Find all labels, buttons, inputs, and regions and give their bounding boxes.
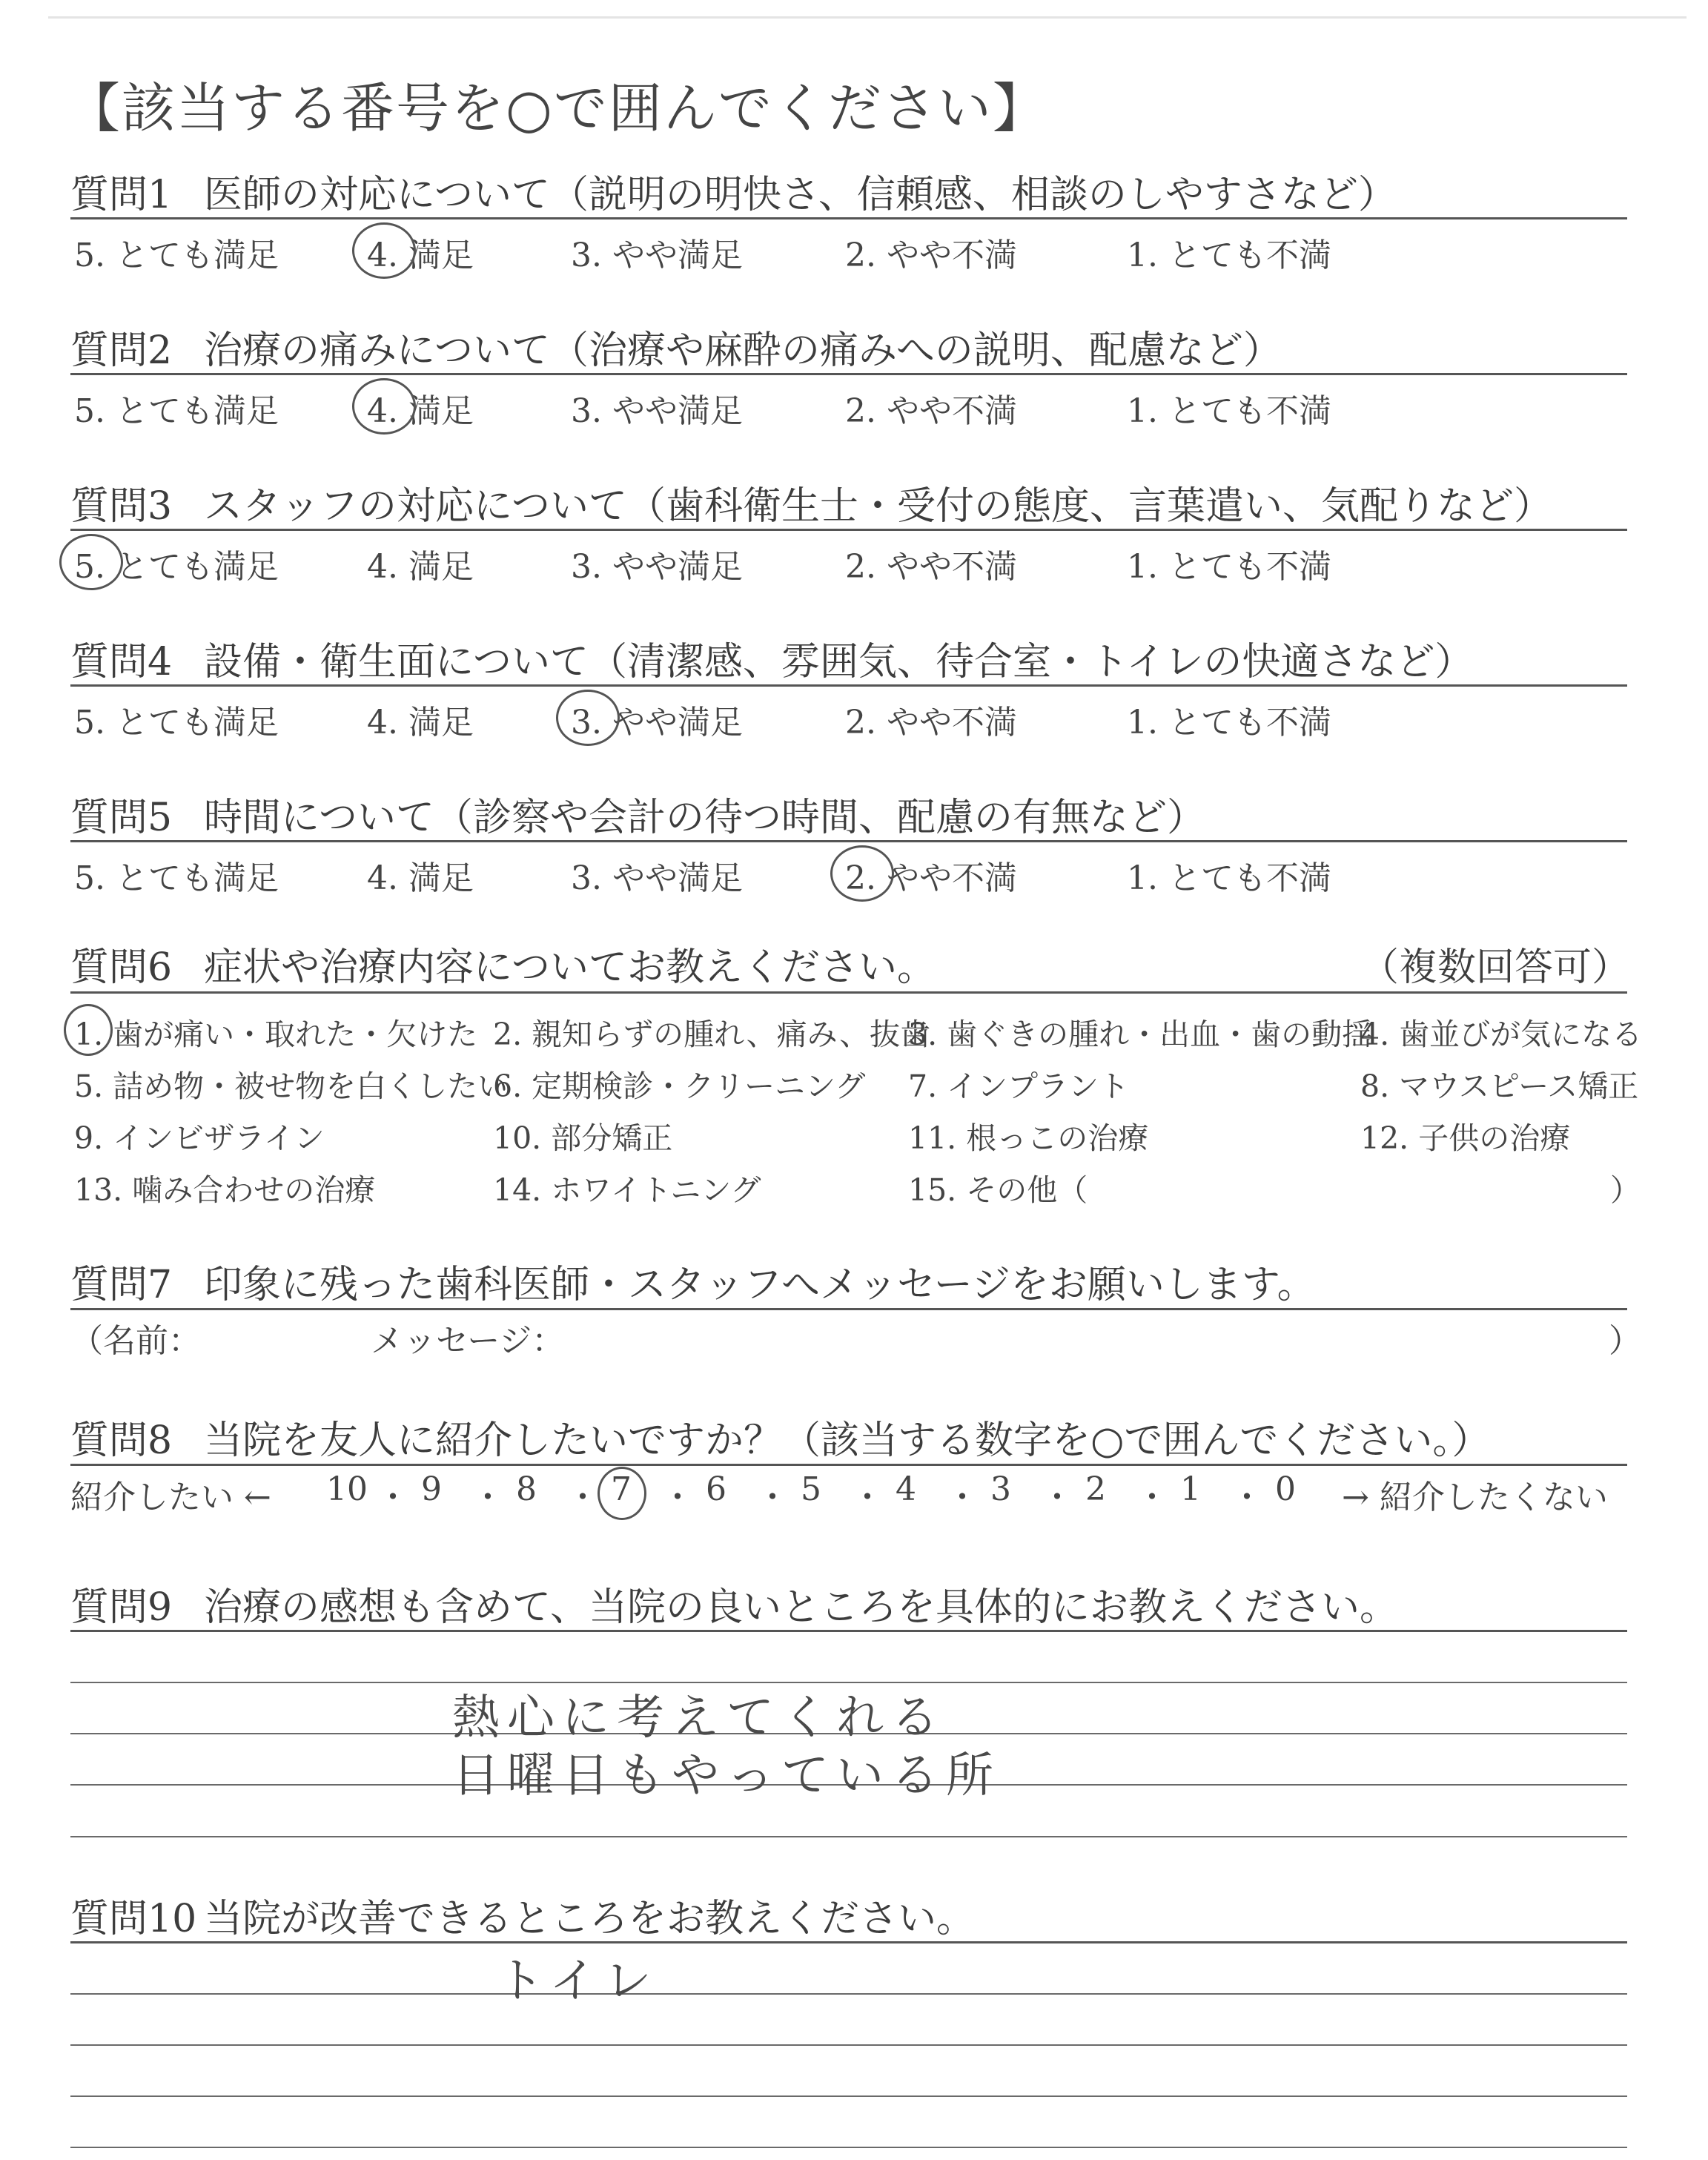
recommend-score-1[interactable]: 1	[1180, 1470, 1201, 1508]
recommend-right-label: → 紹介したくない	[1342, 1479, 1608, 1516]
question-3-option-1[interactable]: 1. とても不満	[1127, 548, 1331, 586]
handwritten-answer-9-line-2: 日曜日もやっている所	[452, 1748, 1001, 1803]
answer-line	[70, 2147, 1627, 2148]
question-2-title: 質問2 治療の痛みについて（治療や麻酔の痛みへの説明、配慮など）	[70, 328, 1282, 373]
other-close-paren: ）	[1610, 1172, 1641, 1208]
recommend-score-2[interactable]: 2	[1085, 1470, 1106, 1508]
symptom-option-3[interactable]: 3. 歯ぐきの腫れ・出血・歯の動揺	[908, 1017, 1373, 1052]
question-3-option-3[interactable]: 3. やや満足	[571, 548, 743, 586]
scale-separator: ・	[946, 1479, 979, 1516]
question-2-option-3[interactable]: 3. やや満足	[571, 392, 743, 430]
symptom-option-9[interactable]: 9. インビザライン	[74, 1120, 325, 1156]
question-4-option-1[interactable]: 1. とても不満	[1127, 704, 1331, 742]
question-3-option-2[interactable]: 2. やや不満	[845, 548, 1017, 586]
question-6-rule	[70, 991, 1627, 994]
recommend-score-5[interactable]: 5	[801, 1470, 821, 1508]
recommend-left-label: 紹介したい ←	[70, 1479, 271, 1516]
question-5-title: 質問5 時間について（診察や会計の待つ時間、配慮の有無など）	[70, 796, 1205, 840]
handwritten-answer-9-line-1: 熱心に考えてくれる	[452, 1691, 946, 1745]
question-8-title: 質問8 当院を友人に紹介したいですか？（該当する数字を○で囲んでください。）	[70, 1418, 1491, 1463]
question-3-option-5[interactable]: 5. とても満足	[74, 548, 279, 586]
question-5-option-1[interactable]: 1. とても不満	[1127, 859, 1331, 897]
selection-circle	[352, 222, 416, 279]
symptom-option-15[interactable]: 15. その他（	[908, 1172, 1088, 1208]
question-3-title: 質問3 スタッフの対応について（歯科衛生士・受付の態度、言葉遣い、気配りなど）	[70, 484, 1552, 529]
scale-separator: ・	[851, 1479, 884, 1516]
message-close-paren: ）	[1609, 1322, 1641, 1360]
question-2-option-5[interactable]: 5. とても満足	[74, 392, 279, 430]
recommend-score-4[interactable]: 4	[896, 1470, 916, 1508]
question-5-option-2[interactable]: 2. やや不満	[845, 859, 1017, 897]
top-border	[48, 16, 1687, 19]
question-1-option-5[interactable]: 5. とても満足	[74, 237, 279, 274]
question-1-option-4[interactable]: 4. 満足	[367, 237, 474, 274]
question-2-option-1[interactable]: 1. とても不満	[1127, 392, 1331, 430]
recommend-score-8[interactable]: 8	[516, 1470, 537, 1508]
symptom-option-13[interactable]: 13. 噛み合わせの治療	[74, 1172, 376, 1208]
symptom-option-6[interactable]: 6. 定期検診・クリーニング	[493, 1069, 866, 1104]
name-label: （名前：	[70, 1322, 201, 1360]
scale-separator: ・	[661, 1479, 694, 1516]
question-10-title: 質問10 当院が改善できるところをお教えください。	[70, 1897, 976, 1941]
answer-line	[70, 2044, 1627, 2046]
question-2-option-4[interactable]: 4. 満足	[367, 392, 474, 430]
scale-separator: ・	[1231, 1479, 1263, 1516]
symptom-option-11[interactable]: 11. 根っこの治療	[908, 1120, 1149, 1156]
question-4-option-5[interactable]: 5. とても満足	[74, 704, 279, 742]
question-5-option-5[interactable]: 5. とても満足	[74, 859, 279, 897]
recommend-score-7[interactable]: 7	[611, 1470, 632, 1508]
question-1-option-1[interactable]: 1. とても不満	[1127, 237, 1331, 274]
answer-line	[70, 1836, 1627, 1837]
question-1-title: 質問1 医師の対応について（説明の明快さ、信頼感、相談のしやすさなど）	[70, 173, 1397, 217]
symptom-option-2[interactable]: 2. 親知らずの腫れ、痛み、抜歯	[493, 1017, 931, 1052]
question-2-option-2[interactable]: 2. やや不満	[845, 392, 1017, 430]
recommend-score-0[interactable]: 0	[1275, 1470, 1296, 1508]
scale-separator: ・	[471, 1479, 504, 1516]
question-7-title: 質問7 印象に残った歯科医師・スタッフへメッセージをお願いします。	[70, 1263, 1316, 1307]
recommend-score-6[interactable]: 6	[706, 1470, 726, 1508]
question-8-rule	[70, 1464, 1627, 1466]
question-6-title: 質問6 症状や治療内容についてお教えください。	[70, 945, 936, 990]
answer-line	[70, 2095, 1627, 2097]
question-3-option-4[interactable]: 4. 満足	[367, 548, 474, 586]
scale-separator: ・	[566, 1479, 599, 1516]
page-heading: 【該当する番号を○で囲んでください】	[67, 77, 1047, 139]
question-7-rule	[70, 1308, 1627, 1310]
question-5-option-4[interactable]: 4. 満足	[367, 859, 474, 897]
selection-circle	[59, 534, 123, 590]
recommend-score-9[interactable]: 9	[421, 1470, 442, 1508]
question-5-option-3[interactable]: 3. やや満足	[571, 859, 743, 897]
symptom-option-14[interactable]: 14. ホワイトニング	[493, 1172, 761, 1208]
question-3-rule	[70, 529, 1627, 531]
answer-line	[70, 1993, 1627, 1995]
question-9-title: 質問9 治療の感想も含めて、当院の良いところを具体的にお教えください。	[70, 1585, 1398, 1630]
symptom-option-4[interactable]: 4. 歯並びが気になる	[1360, 1017, 1643, 1052]
question-1-option-2[interactable]: 2. やや不満	[845, 237, 1017, 274]
message-label: メッセージ：	[371, 1322, 565, 1360]
symptom-option-7[interactable]: 7. インプラント	[908, 1069, 1130, 1104]
recommend-score-10[interactable]: 10	[326, 1470, 368, 1508]
scale-separator: ・	[377, 1479, 409, 1516]
question-9-rule	[70, 1630, 1627, 1632]
question-1-option-3[interactable]: 3. やや満足	[571, 237, 743, 274]
question-10-rule	[70, 1941, 1627, 1943]
selection-circle	[556, 690, 620, 746]
symptom-option-1[interactable]: 1. 歯が痛い・取れた・欠けた	[74, 1017, 478, 1052]
selection-circle	[598, 1467, 646, 1520]
handwritten-answer-10: トイレ	[497, 1954, 659, 2009]
question-2-rule	[70, 373, 1627, 375]
question-4-option-4[interactable]: 4. 満足	[367, 704, 474, 742]
selection-circle	[64, 1004, 113, 1056]
question-5-rule	[70, 840, 1627, 842]
scale-separator: ・	[1041, 1479, 1073, 1516]
symptom-option-10[interactable]: 10. 部分矯正	[493, 1120, 673, 1156]
scale-separator: ・	[756, 1479, 789, 1516]
recommend-score-3[interactable]: 3	[990, 1470, 1011, 1508]
question-4-rule	[70, 684, 1627, 687]
question-4-title: 質問4 設備・衛生面について（清潔感、雰囲気、待合室・トイレの快適さなど）	[70, 640, 1474, 684]
question-4-option-2[interactable]: 2. やや不満	[845, 704, 1017, 742]
question-4-option-3[interactable]: 3. やや満足	[571, 704, 743, 742]
scale-separator: ・	[1136, 1479, 1168, 1516]
symptom-option-5[interactable]: 5. 詰め物・被せ物を白くしたい	[74, 1069, 509, 1104]
selection-circle	[352, 378, 416, 435]
symptom-option-12[interactable]: 12. 子供の治療	[1360, 1120, 1571, 1156]
selection-circle	[830, 845, 894, 902]
question-1-rule	[70, 217, 1627, 219]
symptom-option-8[interactable]: 8. マウスピース矯正	[1360, 1069, 1639, 1104]
question-6-note: （複数回答可）	[1360, 945, 1631, 990]
